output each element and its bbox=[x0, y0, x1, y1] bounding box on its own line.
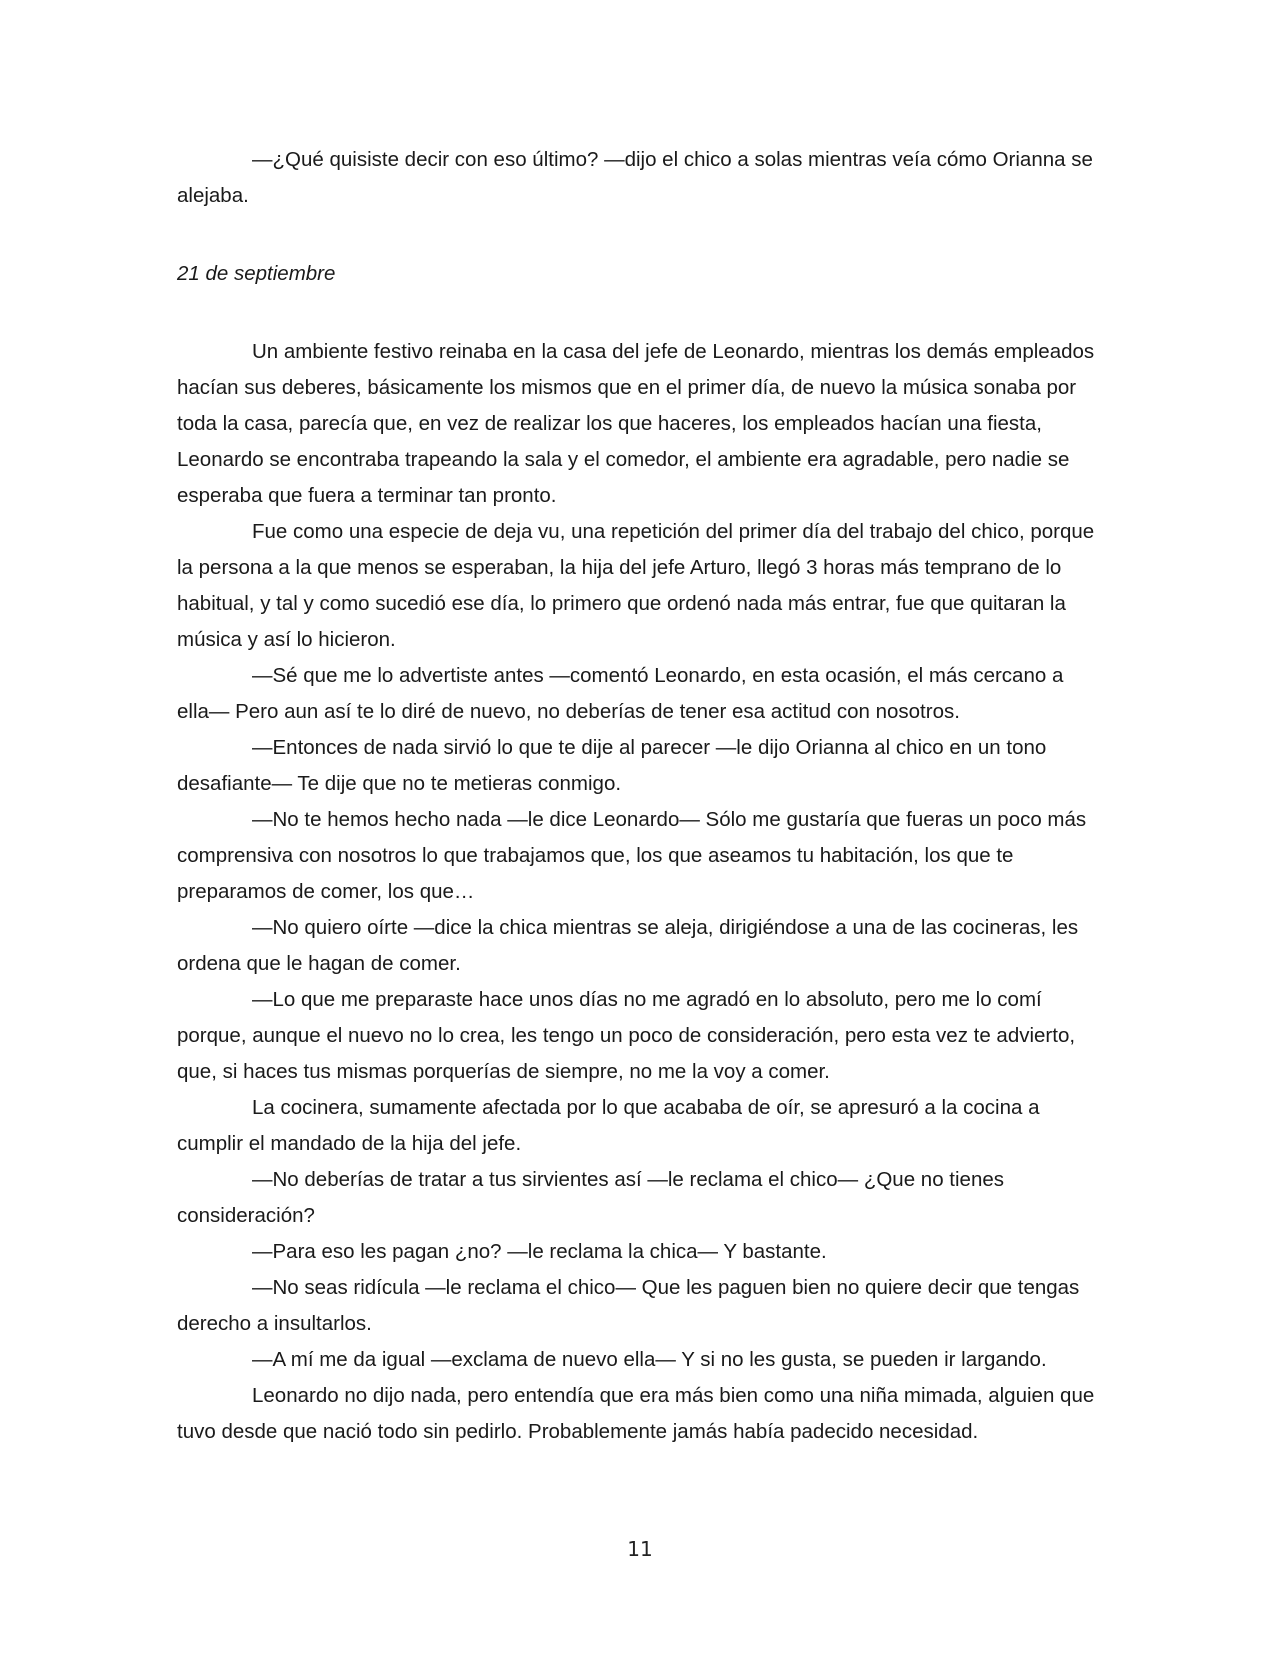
text-column bbox=[177, 142, 1107, 1450]
opening-paragraph: ―¿Qué quisiste decir con eso último? ―dijo el chico a solas mientras veía cómo Orianna se alejaba. bbox=[177, 148, 1093, 207]
dialogue-paragraph: ―No quiero oírte ―dice la chica mientras se aleja, dirigiéndose a una de las cocineras, les ordena que le hagan de comer. bbox=[177, 916, 1079, 975]
dialogue-paragraph: ―No seas ridícula ―le reclama el chico― Que les paguen bien no quiere decir que tengas derecho a insultarlos. bbox=[177, 1276, 1080, 1335]
dialogue-paragraph: ―Entonces de nada sirvió lo que te dije al parecer ―le dijo Orianna al chico en un tono desafiante― Te dije que no te metieras conmigo. bbox=[177, 736, 1047, 795]
page-number: 11 bbox=[627, 1537, 653, 1561]
body-paragraph: La cocinera, sumamente afectada por lo que acababa de oír, se apresuró a la cocina a cumplir el mandado de la hija del jefe. bbox=[177, 1096, 1040, 1155]
dialogue-paragraph: ―Para eso les pagan ¿no? ―le reclama la chica― Y bastante. bbox=[252, 1240, 827, 1263]
dialogue-paragraph: ―A mí me da igual ―exclama de nuevo ella― Y si no les gusta, se pueden ir largando. bbox=[252, 1348, 1047, 1371]
dialogue-paragraph: ―No te hemos hecho nada ―le dice Leonardo― Sólo me gustaría que fueras un poco más comprensiva con nosotros lo que trabajamos que, los que aseamos tu habitación, los que te preparamos de comer, los que… bbox=[177, 808, 1087, 903]
dialogue-paragraph: ―Lo que me preparaste hace unos días no me agradó en lo absoluto, pero me lo comí porque, aunque el nuevo no lo crea, les tengo un poco de consideración, pero esta vez te advierto, que, si haces tus mismas porquerías de siempre, no me la voy a comer. bbox=[177, 988, 1076, 1083]
body-paragraph: Un ambiente festivo reinaba en la casa del jefe de Leonardo, mientras los demás empleados hacían sus deberes, básicamente los mismos que en el primer día, de nuevo la música sonaba por toda la casa, parecía que, en vez de realizar los que haceres, los empleados hacían una fiesta, Leonardo se encontraba trapeando la sala y el comedor, el ambiente era agradable, pero nadie se esperaba que fuera a terminar tan pronto. bbox=[177, 340, 1095, 507]
dialogue-paragraph: ―No deberías de tratar a tus sirvientes así ―le reclama el chico― ¿Que no tienes consideración? bbox=[177, 1168, 1005, 1227]
body-paragraph: Fue como una especie de deja vu, una repetición del primer día del trabajo del chico, porque la persona a la que menos se esperaban, la hija del jefe Arturo, llegó 3 horas más temprano de lo habitual, y tal y como sucedió ese día, lo primero que ordenó nada más entrar, fue que quitaran la música y así lo hicieron. bbox=[177, 520, 1095, 651]
body-paragraph: Leonardo no dijo nada, pero entendía que era más bien como una niña mimada, alguien que tuvo desde que nació todo sin pedirlo. Probablemente jamás había padecido necesidad. bbox=[177, 1384, 1095, 1443]
dialogue-paragraph: ―Sé que me lo advertiste antes ―comentó Leonardo, en esta ocasión, el más cercano a ella― Pero aun así te lo diré de nuevo, no deberías de tener esa actitud con nosotros. bbox=[177, 664, 1064, 723]
date-heading: 21 de septiembre bbox=[177, 262, 336, 285]
